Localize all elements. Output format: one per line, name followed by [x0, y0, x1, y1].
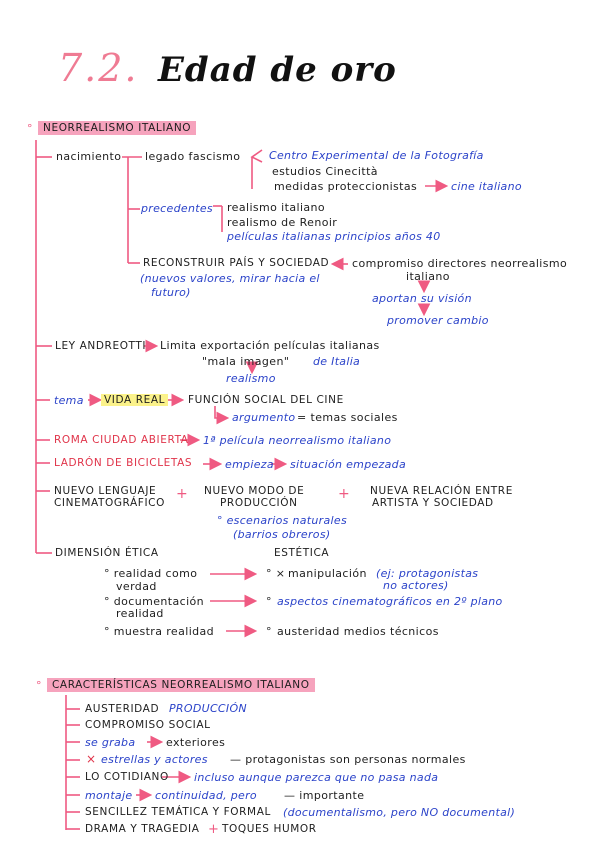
etica-left-1b: verdad [116, 580, 157, 593]
lo-cotidiano: LO COTIDIANO [85, 771, 169, 783]
continuidad: continuidad, pero [155, 789, 257, 802]
bullet: ° [27, 122, 33, 135]
toques-humor: TOQUES HUMOR [222, 823, 317, 835]
sencillez: SENCILLEZ TEMÁTICA Y FORMAL [85, 806, 271, 818]
roma-desc: 1ª película neorrealismo italiano [203, 434, 392, 447]
legado-fascismo: legado fascismo [145, 150, 241, 163]
title-number: 7.2. [58, 46, 139, 90]
cross-mark: × [86, 752, 97, 766]
documentalismo: (documentalismo, pero NO documental) [283, 806, 516, 819]
etica-left-2a: ° documentación [104, 595, 205, 608]
lenguaje-1: NUEVO LENGUAJE [54, 485, 157, 497]
empieza: empieza [225, 458, 274, 471]
etica-left-1a: ° realidad como [104, 567, 198, 580]
legado-item-1: Centro Experimental de la Fotografía [269, 149, 484, 162]
etica-left-2b: realidad [116, 607, 164, 620]
plus-sign: + [338, 486, 350, 502]
legado-item-3: medidas proteccionistas [274, 180, 418, 193]
produccion: PRODUCCIÓN [169, 702, 247, 715]
modo-2: PRODUCCIÓN [220, 497, 298, 509]
legado-item-2: estudios Cinecittà [272, 165, 378, 178]
etica-right-blue-1b: no actores) [383, 579, 449, 592]
compromiso-social: COMPROMISO SOCIAL [85, 719, 211, 731]
cine-italiano: cine italiano [451, 180, 522, 193]
etica-right-prefix-3: ° [266, 625, 272, 638]
austeridad: AUSTERIDAD [85, 703, 160, 715]
importante: — importante [284, 789, 365, 802]
reconstruir-pais: RECONSTRUIR PAÍS Y SOCIEDAD [143, 257, 330, 269]
estetica: ESTÉTICA [274, 547, 330, 559]
precedente-3: películas italianas principios años 40 [227, 230, 441, 243]
etica-right-prefix-2: ° [266, 595, 272, 608]
exteriores: exteriores [166, 736, 226, 749]
realismo: realismo [226, 372, 276, 385]
se-graba: se graba [85, 736, 136, 749]
temas-sociales: = temas sociales [297, 411, 398, 424]
precedentes: precedentes [141, 202, 213, 215]
vida-real: VIDA REAL [101, 394, 168, 406]
ley-andreotti: LEY ANDREOTTI [55, 340, 147, 352]
section-heading-neorrealismo: NEORREALISMO ITALIANO [38, 121, 196, 135]
etica-right-1: manipulación [288, 567, 367, 580]
drama-tragedia: DRAMA Y TRAGEDIA [85, 823, 200, 835]
etica-right-blue-2: aspectos cinematográficos en 2º plano [277, 595, 503, 608]
montaje: montaje [85, 789, 133, 802]
modo-1: NUEVO MODO DE [204, 485, 305, 497]
argumento: argumento [232, 411, 296, 424]
barrios-obreros: (barrios obreros) [233, 528, 331, 541]
estrellas-actores: estrellas y actores [101, 753, 208, 766]
nuevos-valores-2: futuro) [151, 286, 191, 299]
promover-cambio: promover cambio [387, 314, 489, 327]
etica-left-3: ° muestra realidad [104, 625, 215, 638]
nacimiento-label: nacimiento [56, 150, 122, 163]
etica-right-prefix-1: ° × [266, 567, 286, 580]
aportan-vision: aportan su visión [372, 292, 472, 305]
plus-sign: + [176, 486, 188, 502]
page-title: Edad de oro [158, 50, 397, 90]
escenarios-naturales: ° escenarios naturales [217, 514, 347, 527]
relacion-2: ARTISTA Y SOCIEDAD [372, 497, 494, 509]
de-italia: de Italia [313, 355, 361, 368]
plus-sign: + [208, 822, 219, 837]
precedente-2: realismo de Renoir [227, 216, 338, 229]
etica-right-3: austeridad medios técnicos [277, 625, 439, 638]
incluso-aunque: incluso aunque parezca que no pasa nada [194, 771, 439, 784]
etica-right-blue-1: (ej: protagonistas [376, 567, 479, 580]
bullet: ° [36, 679, 42, 692]
dimension-etica: DIMENSIÓN ÉTICA [55, 547, 159, 559]
mala-imagen: "mala imagen" [202, 355, 290, 368]
compromiso-italiano: italiano [406, 270, 450, 283]
situacion-empezada: situación empezada [290, 458, 406, 471]
relacion-1: NUEVA RELACIÓN ENTRE [370, 485, 513, 497]
roma-ciudad-abierta: ROMA CIUDAD ABIERTA [54, 434, 189, 446]
funcion-social: FUNCIÓN SOCIAL DEL CINE [188, 394, 344, 406]
protagonistas-personas: — protagonistas son personas normales [230, 753, 466, 766]
precedente-1: realismo italiano [227, 201, 326, 214]
ladron-bicicletas: LADRÓN DE BICICLETAS [54, 457, 193, 469]
section-heading-caracteristicas: CARACTERÍSTICAS NEORREALISMO ITALIANO [47, 678, 315, 692]
lenguaje-2: CINEMATOGRÁFICO [54, 497, 165, 509]
compromiso-directores: compromiso directores neorrealismo [352, 257, 568, 270]
limita-exportacion: Limita exportación películas italianas [160, 339, 380, 352]
tema-label: tema [54, 394, 84, 407]
nuevos-valores-1: (nuevos valores, mirar hacia el [140, 272, 320, 285]
